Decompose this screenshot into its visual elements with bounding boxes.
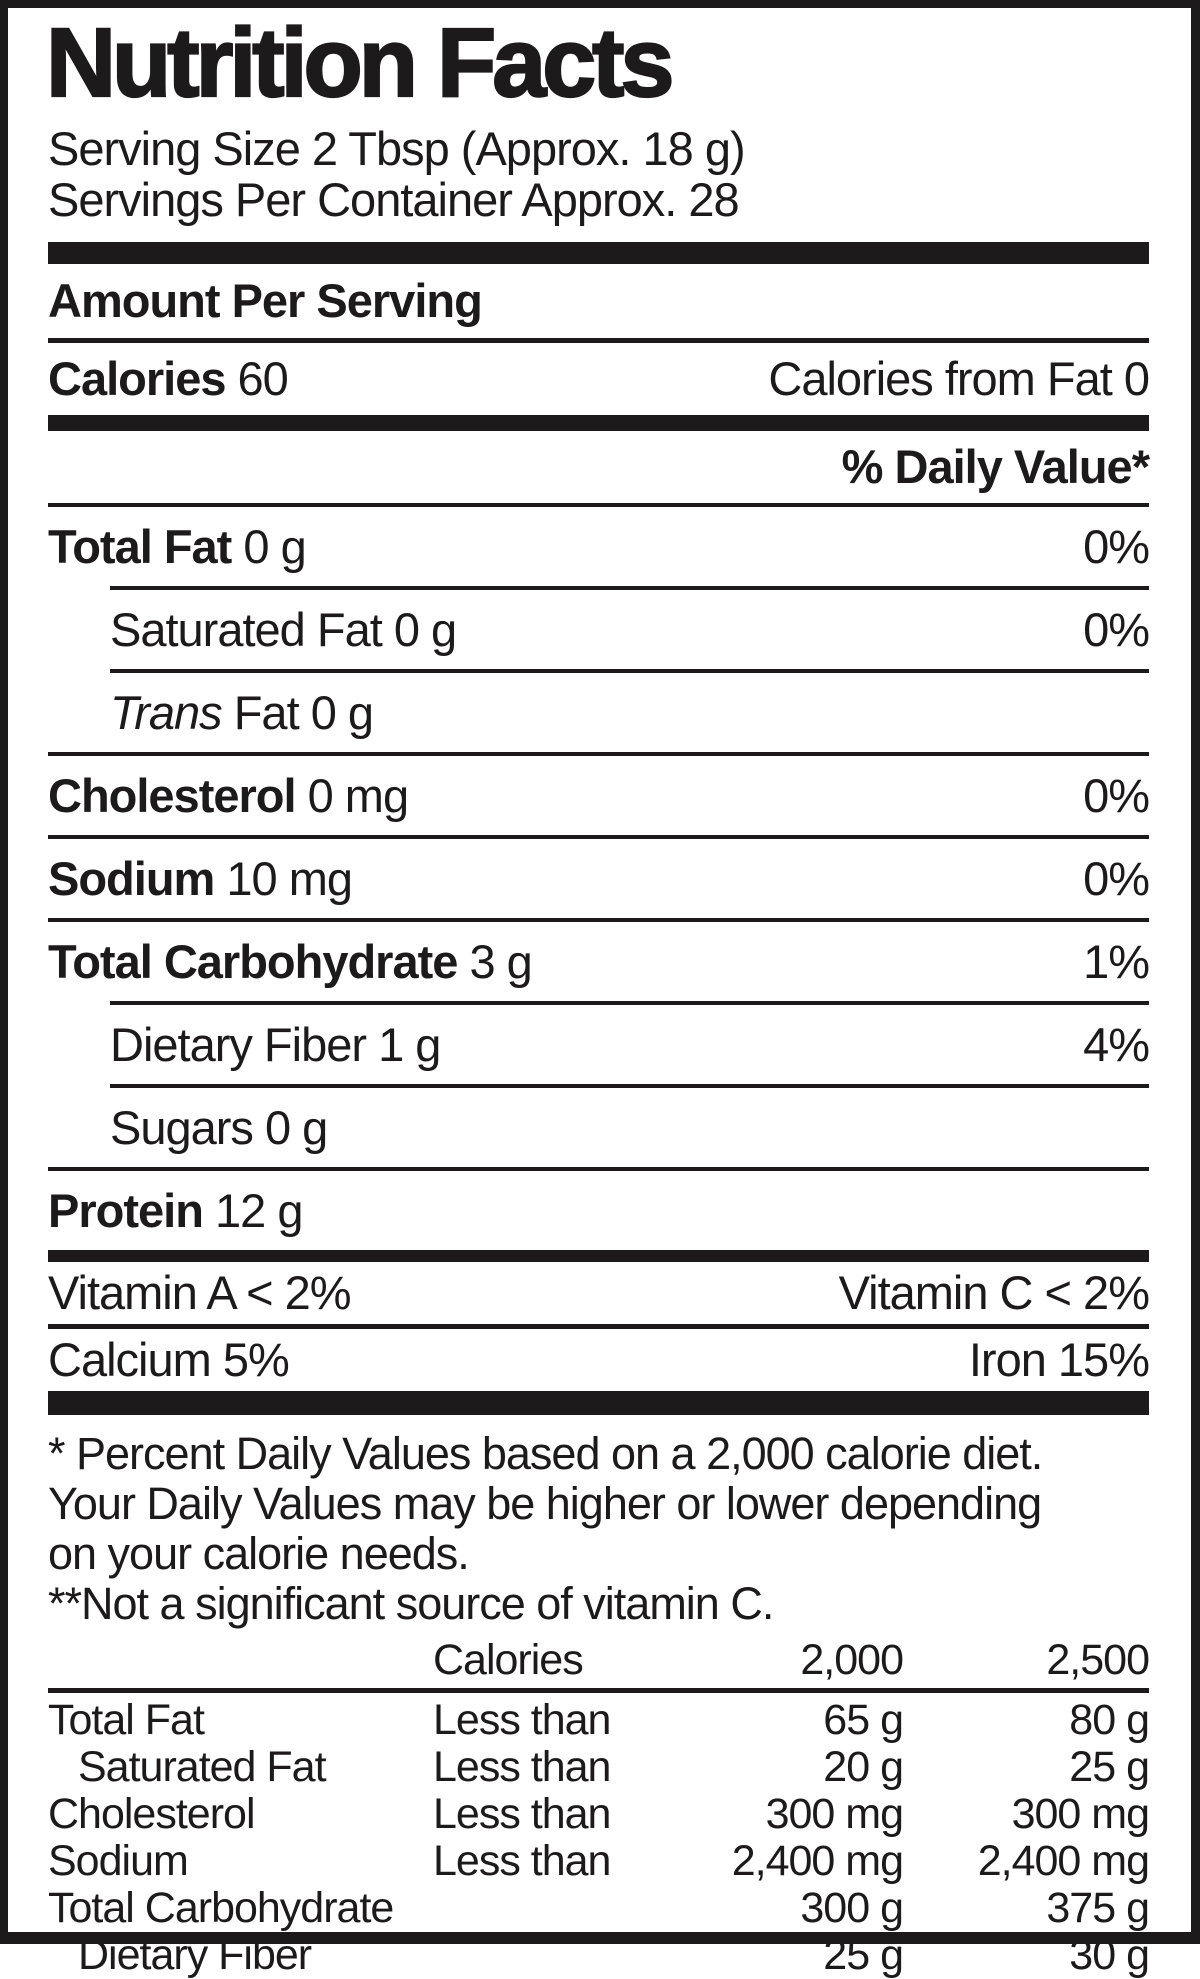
nutrient-row-total-fat: Total Fat 0 g 0% — [48, 503, 1149, 586]
footnote-vitamin-c: **Not a significant source of vitamin C. — [48, 1577, 774, 1629]
ref-row-sodium: Sodium — [48, 1836, 188, 1885]
calcium-value: Calcium 5% — [48, 1333, 289, 1387]
ref-row-cholesterol: Cholesterol — [48, 1789, 255, 1838]
nutrient-row-trans-fat: Trans Fat 0 g — [110, 669, 1149, 752]
vitamin-c-value: Vitamin C < 2% — [838, 1266, 1149, 1320]
label-title: Nutrition Facts — [46, 8, 671, 117]
nutrient-row-total-carbohydrate: Total Carbohydrate 3 g 1% — [48, 918, 1149, 1001]
mineral-row — [48, 1329, 1149, 1391]
footnotes — [48, 1429, 1149, 1629]
nutrient-row-saturated-fat: Saturated Fat 0 g 0% — [110, 586, 1149, 669]
dv-total-carbohydrate: 1% — [1083, 934, 1149, 988]
nutrient-row-sodium: Sodium 10 mg 0% — [48, 835, 1149, 918]
section-divider-bar — [48, 242, 1149, 264]
dv-total-fat: 0% — [1083, 519, 1149, 573]
calories-value: Calories 60 — [48, 352, 288, 406]
ref-header-2500: 2,500 — [1046, 1635, 1149, 1684]
ref-header-calories: Calories — [433, 1635, 583, 1684]
footnote-daily-values: * Percent Daily Values based on a 2,000 calorie diet. — [48, 1427, 1043, 1479]
footnote-calorie-needs: on your calorie needs. — [48, 1527, 469, 1579]
amount-per-serving-header: Amount Per Serving — [48, 264, 1149, 343]
footnote-higher-lower: Your Daily Values may be higher or lower depending — [48, 1477, 1042, 1529]
vitamin-a-value: Vitamin A < 2% — [48, 1266, 351, 1320]
servings-per-container-text: Servings Per Container Approx. 28 — [48, 172, 739, 226]
nutrient-row-dietary-fiber: Dietary Fiber 1 g 4% — [110, 1001, 1149, 1084]
ref-row-saturated-fat: Saturated Fat — [78, 1742, 326, 1791]
vitamin-row — [48, 1262, 1149, 1329]
reference-table: Calories 2,000 2,500 Total Fat Less than 65 g 80 g Saturated Fat Less than 20 g 25 g Cholesterol Less than 300 mg 300 mg Sodium Less than 2,400 mg 2,400 mg Total Carbohydrate 300 g 375 g Dietary Fiber 25 g 30 g — [48, 1635, 1149, 1979]
ref-row-total-carbohydrate: Total Carbohydrate — [48, 1883, 394, 1932]
dv-dietary-fiber: 4% — [1083, 1017, 1149, 1071]
ref-row-total-fat: Total Fat — [48, 1695, 204, 1744]
ref-header-2000: 2,000 — [800, 1635, 903, 1684]
calories-row — [48, 343, 1149, 415]
ref-row-dietary-fiber: Dietary Fiber — [78, 1930, 312, 1979]
dv-saturated-fat: 0% — [1083, 602, 1149, 656]
daily-value-header: % Daily Value* — [841, 440, 1149, 494]
dv-sodium: 0% — [1083, 851, 1149, 905]
serving-size-text: Serving Size 2 Tbsp (Approx. 18 g) — [48, 121, 745, 175]
section-divider-bar — [48, 1250, 1149, 1262]
section-divider-bar — [48, 415, 1149, 431]
reference-table-rule — [48, 1686, 1149, 1693]
iron-value: Iron 15% — [968, 1333, 1149, 1387]
nutrient-row-cholesterol: Cholesterol 0 mg 0% — [48, 752, 1149, 835]
nutrient-row-sugars: Sugars 0 g — [110, 1084, 1149, 1167]
calories-from-fat: Calories from Fat 0 — [768, 352, 1149, 406]
dv-cholesterol: 0% — [1083, 768, 1149, 822]
nutrient-row-protein: Protein 12 g — [48, 1167, 1149, 1250]
section-divider-bar — [48, 1391, 1149, 1415]
